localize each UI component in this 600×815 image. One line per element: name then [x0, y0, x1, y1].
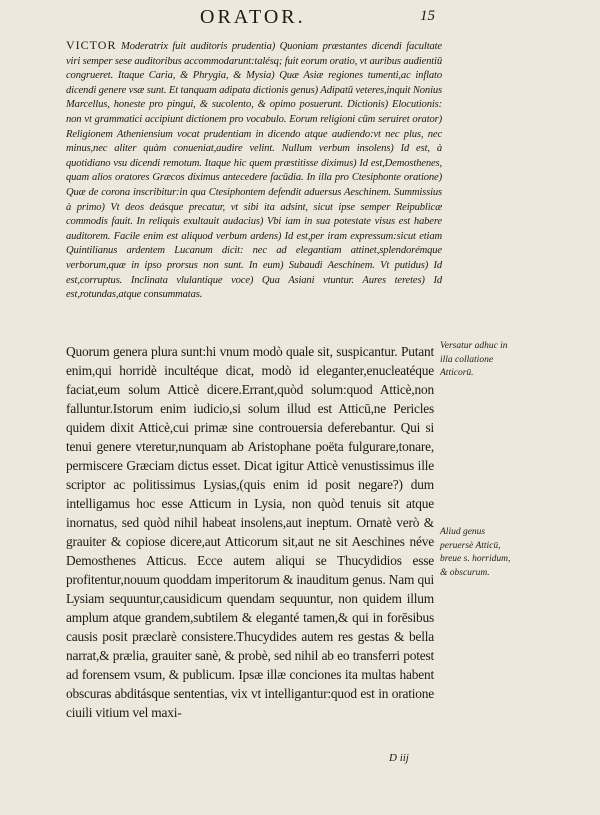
commentary-paragraph: [66, 38, 442, 303]
page-number: 15: [420, 8, 435, 24]
running-head: [0, 2, 600, 32]
commentary-block: [66, 38, 442, 303]
running-title: ORATOR.: [200, 6, 306, 28]
signature-mark: D iij: [389, 752, 409, 764]
margin-note-2: Aliud genus peruersè Atticū, breue s. horridum, & obscurum.: [440, 527, 511, 578]
main-text-block: [66, 342, 434, 722]
main-text-paragraph: Quorum genera plura sunt:hi vnum modò quale sit, suspicantur. Putant enim,qui horridè incultéque dicat, modò id eleganter,enucleatéque faciat,eum solum Atticè dicere.Errant,quòd solum:quod Atticè,non falluntur.Istorum enim iudicio,si solum illud est Atticū,ne Pericles quidem dixit Atticè,cui primæ sine controuersia deferebantur. Qui si tenui genere vteretur,nunquam ab Aristophane poëta fulgurare,tonare, permiscere Græciam dictus esset. Dicat igitur Atticè venustissimus ille scriptor ac politissimus Lysias,(quis enim id posit negare?) dum intelligamus hoc esse Atticum in Lysia, non quòd tenuis sit atque inornatus, sed quòd nihil habeat insolens,aut ineptum. Ornatè verò & grauiter & copiose dicere,aut Atticorum sit,aut ne sit Aeschines néve Demosthenes Atticus. Ecce autem aliqui se Thucydidios esse profitentur,nouum quoddam imperitorum & inauditum genus. Nam qui Lysiam sequuntur,causidicum quendam sequuntur, non quidem illum amplum atque grandem,subtilem & eleganté tamen,& qui in forēsibus causis posit præclarè consistere.Thucydides autem res gestas & bella narrat,& prælia, grauiter sanè, & probè, sed nihil ab eo transferri potest ad forensem vsum, & publicum. Ipsæ illæ conciones ita multas habent obscuras abditásque sententias, vix vt intelligantur:quod est in oratione ciuili vitium vel maxi-: [66, 344, 434, 720]
commentary-text: Moderatrix fuit auditoris prudentia) Quoniam præstantes dicendi facultate viri semper sese auditoribus accommodarunt:talésq; fuit eorum oratio, vt auribus audientiū congrueret. Itaque Caria, & Phrygia, & Mysia) Quæ Asiæ regiones tumenti,ac inflato dicendi genere vsæ sunt. Et tanquam adipata dictionis genus) Adipatū veteres,inquit Nonius Marcellus, honeste pro pingui, & sucolento, & opimo posuerunt. Dictionis) Elocutionis: non vt grammatici accipiunt dictionem pro vocabulo. Eorum religioni cūm seruiret orator) Religionem Atheniensium vocat prudentiam in dicendo atque audiendo:vt nec plus, nec minus,nec aliter quàm conueniat,audire velint. Nullum verbum insolens) Id est, à quotidiano vsu dicendi remotum. Itaque hic quem præstitisse diximus) Id est,Demosthenes, quam alios oratores Græcos diximus antecedere facūdia. In illa pro Ctesiphonte oratione) Quæ de corona inscribitur:in qua Ctesiphontem defendit aduersus Aeschinem. Summissius à primo) Vt deos deásque precatur, vt sibi ita adsint, sicut ipse semper Reipublicæ commodis fauit. In reliquis exultauit audacius) Vbi iam in sua potestate visus est habere auditorem. Facile enim est aliquod verbum ardens) Id est,per iram expressum:sicut etiam Quintilianus ardentem Lucanum dicit: nec ad elegantiam attinet,splendorémque verborum,quæ in ipso prorsus non sunt. In eum) Subaudi Aeschinem. Vt putidus) Id est,corruptus. Inclinata vlulantique voce) Qua Asiani vtuntur. Aures teretes) Id est,rotundas,atque consummatas.: [66, 41, 442, 301]
commentary-author: VICTOR: [66, 38, 117, 52]
margin-note-1: Versatur adhuc in illa collatione Atticorū.: [440, 341, 508, 379]
